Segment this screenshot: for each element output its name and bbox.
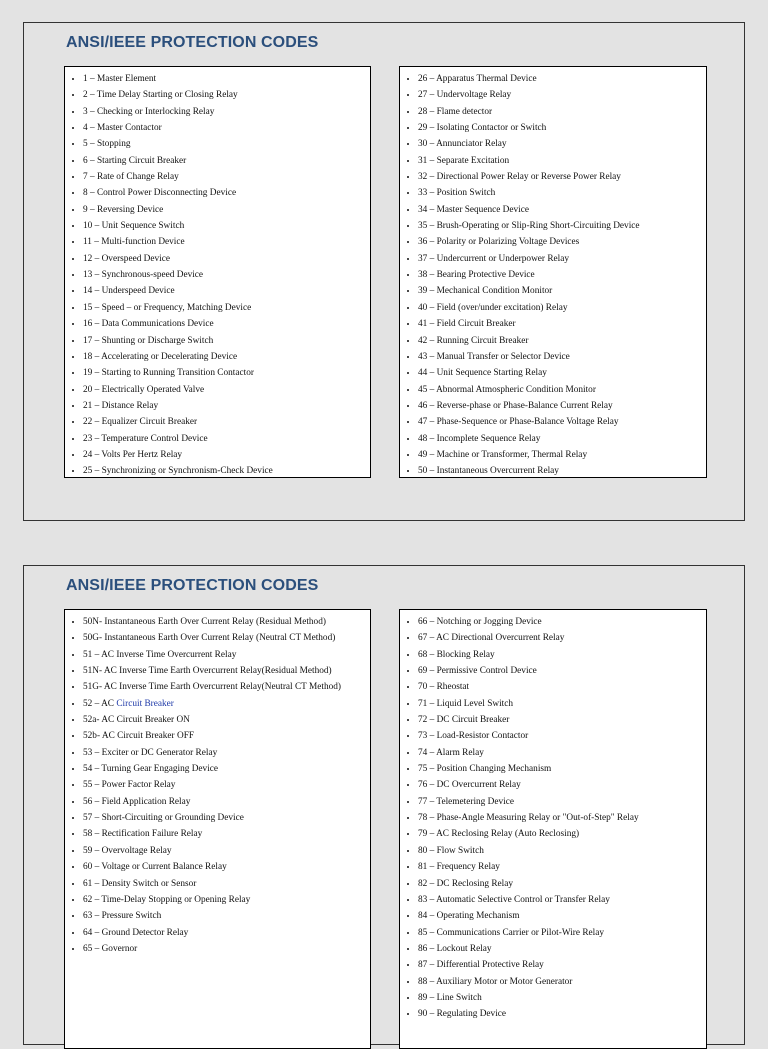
circuit-breaker-link[interactable]: Circuit Breaker — [116, 698, 174, 709]
list-item: • 72 – DC Circuit Breaker — [418, 712, 706, 728]
list-item: • 41 – Field Circuit Breaker — [418, 316, 706, 332]
list-item: • 52 – AC Circuit Breaker — [83, 696, 370, 712]
list-item: • 50N- Instantaneous Earth Over Current Relay (Residual Method) — [83, 614, 370, 630]
list-item: • 65 – Governor — [83, 941, 370, 957]
list-item: • 69 – Permissive Control Device — [418, 663, 706, 679]
list-item: • 2 – Time Delay Starting or Closing Relay — [83, 87, 370, 103]
list-item: • 59 – Overvoltage Relay — [83, 843, 370, 859]
list-item: • 88 – Auxiliary Motor or Motor Generator — [418, 974, 706, 990]
list-item: • 48 – Incomplete Sequence Relay — [418, 431, 706, 447]
list-item: • 45 – Abnormal Atmospheric Condition Monitor — [418, 382, 706, 398]
slide-2 — [23, 565, 745, 1045]
list-item: • 33 – Position Switch — [418, 185, 706, 201]
codes-list — [65, 610, 370, 957]
list-item: • 85 – Communications Carrier or Pilot-Wire Relay — [418, 925, 706, 941]
list-item: • 89 – Line Switch — [418, 990, 706, 1006]
list-item: • 13 – Synchronous-speed Device — [83, 267, 370, 283]
list-item: • 77 – Telemetering Device — [418, 794, 706, 810]
list-item: • 23 – Temperature Control Device — [83, 431, 370, 447]
list-item: • 51N- AC Inverse Time Earth Overcurrent Relay(Residual Method) — [83, 663, 370, 679]
list-item: • 54 – Turning Gear Engaging Device — [83, 761, 370, 777]
list-item: • 53 – Exciter or DC Generator Relay — [83, 745, 370, 761]
list-item: • 8 – Control Power Disconnecting Device — [83, 185, 370, 201]
list-item: • 70 – Rheostat — [418, 679, 706, 695]
list-item: • 73 – Load-Resistor Contactor — [418, 728, 706, 744]
list-item: • 30 – Annunciator Relay — [418, 136, 706, 152]
list-item: • 71 – Liquid Level Switch — [418, 696, 706, 712]
list-item: • 57 – Short-Circuiting or Grounding Device — [83, 810, 370, 826]
list-item: • 19 – Starting to Running Transition Contactor — [83, 365, 370, 381]
list-item: • 46 – Reverse-phase or Phase-Balance Current Relay — [418, 398, 706, 414]
list-item: • 51 – AC Inverse Time Overcurrent Relay — [83, 647, 370, 663]
codes-list-left — [64, 609, 371, 1049]
list-item: • 76 – DC Overcurrent Relay — [418, 777, 706, 793]
list-item: • 6 – Starting Circuit Breaker — [83, 153, 370, 169]
list-item: • 25 – Synchronizing or Synchronism-Check Device — [83, 463, 370, 478]
list-item: • 79 – AC Reclosing Relay (Auto Reclosing) — [418, 826, 706, 842]
list-item: • 42 – Running Circuit Breaker — [418, 333, 706, 349]
list-item: • 14 – Underspeed Device — [83, 283, 370, 299]
list-item: • 18 – Accelerating or Decelerating Device — [83, 349, 370, 365]
slide-title: ANSI/IEEE PROTECTION CODES — [66, 34, 319, 51]
list-item: • 38 – Bearing Protective Device — [418, 267, 706, 283]
list-item: • 7 – Rate of Change Relay — [83, 169, 370, 185]
list-item: • 29 – Isolating Contactor or Switch — [418, 120, 706, 136]
list-item: • 39 – Mechanical Condition Monitor — [418, 283, 706, 299]
list-item: • 87 – Differential Protective Relay — [418, 957, 706, 973]
list-item: • 31 – Separate Excitation — [418, 153, 706, 169]
list-item: • 27 – Undervoltage Relay — [418, 87, 706, 103]
list-item: • 35 – Brush-Operating or Slip-Ring Short-Circuiting Device — [418, 218, 706, 234]
list-item: • 49 – Machine or Transformer, Thermal Relay — [418, 447, 706, 463]
list-item: • 11 – Multi-function Device — [83, 234, 370, 250]
list-item: • 52b- AC Circuit Breaker OFF — [83, 728, 370, 744]
list-item: • 64 – Ground Detector Relay — [83, 925, 370, 941]
list-item: • 34 – Master Sequence Device — [418, 202, 706, 218]
list-item: • 32 – Directional Power Relay or Reverse Power Relay — [418, 169, 706, 185]
codes-list-right — [399, 66, 707, 478]
list-item: • 83 – Automatic Selective Control or Transfer Relay — [418, 892, 706, 908]
list-item: • 24 – Volts Per Hertz Relay — [83, 447, 370, 463]
list-item: • 78 – Phase-Angle Measuring Relay or "Out-of-Step" Relay — [418, 810, 706, 826]
list-item: • 58 – Rectification Failure Relay — [83, 826, 370, 842]
slide-title: ANSI/IEEE PROTECTION CODES — [66, 577, 319, 594]
list-item: • 4 – Master Contactor — [83, 120, 370, 136]
list-item: • 67 – AC Directional Overcurrent Relay — [418, 630, 706, 646]
list-item: • 3 – Checking or Interlocking Relay — [83, 104, 370, 120]
list-item: • 50G- Instantaneous Earth Over Current Relay (Neutral CT Method) — [83, 630, 370, 646]
list-item: • 20 – Electrically Operated Valve — [83, 382, 370, 398]
list-item: • 5 – Stopping — [83, 136, 370, 152]
list-item: • 16 – Data Communications Device — [83, 316, 370, 332]
list-item: • 63 – Pressure Switch — [83, 908, 370, 924]
list-item: • 47 – Phase-Sequence or Phase-Balance Voltage Relay — [418, 414, 706, 430]
list-item: • 82 – DC Reclosing Relay — [418, 876, 706, 892]
list-item: • 26 – Apparatus Thermal Device — [418, 71, 706, 87]
codes-list-left — [64, 66, 371, 478]
list-item: • 12 – Overspeed Device — [83, 251, 370, 267]
list-item: • 40 – Field (over/under excitation) Relay — [418, 300, 706, 316]
list-item: • 51G- AC Inverse Time Earth Overcurrent Relay(Neutral CT Method) — [83, 679, 370, 695]
list-item: • 1 – Master Element — [83, 71, 370, 87]
list-item: • 62 – Time-Delay Stopping or Opening Relay — [83, 892, 370, 908]
codes-list — [400, 67, 706, 478]
list-item: • 43 – Manual Transfer or Selector Device — [418, 349, 706, 365]
list-item: • 81 – Frequency Relay — [418, 859, 706, 875]
list-item: • 10 – Unit Sequence Switch — [83, 218, 370, 234]
list-item: • 36 – Polarity or Polarizing Voltage Devices — [418, 234, 706, 250]
list-item: • 66 – Notching or Jogging Device — [418, 614, 706, 630]
list-item: • 84 – Operating Mechanism — [418, 908, 706, 924]
list-item: • 9 – Reversing Device — [83, 202, 370, 218]
list-item: • 44 – Unit Sequence Starting Relay — [418, 365, 706, 381]
codes-list — [400, 610, 706, 1023]
list-item: • 60 – Voltage or Current Balance Relay — [83, 859, 370, 875]
list-item: • 55 – Power Factor Relay — [83, 777, 370, 793]
list-item: • 15 – Speed – or Frequency, Matching Device — [83, 300, 370, 316]
list-item: • 74 – Alarm Relay — [418, 745, 706, 761]
codes-list — [65, 67, 370, 478]
list-item: • 37 – Undercurrent or Underpower Relay — [418, 251, 706, 267]
list-item: • 28 – Flame detector — [418, 104, 706, 120]
list-item: • 68 – Blocking Relay — [418, 647, 706, 663]
list-item: • 56 – Field Application Relay — [83, 794, 370, 810]
codes-list-right — [399, 609, 707, 1049]
slide-1 — [23, 22, 745, 521]
list-item: • 61 – Density Switch or Sensor — [83, 876, 370, 892]
list-item: • 80 – Flow Switch — [418, 843, 706, 859]
list-item: • 90 – Regulating Device — [418, 1006, 706, 1022]
list-item: • 22 – Equalizer Circuit Breaker — [83, 414, 370, 430]
list-item: • 75 – Position Changing Mechanism — [418, 761, 706, 777]
list-item: • 52a- AC Circuit Breaker ON — [83, 712, 370, 728]
list-item: • 21 – Distance Relay — [83, 398, 370, 414]
list-item: • 86 – Lockout Relay — [418, 941, 706, 957]
list-item: • 50 – Instantaneous Overcurrent Relay — [418, 463, 706, 478]
list-item: • 17 – Shunting or Discharge Switch — [83, 333, 370, 349]
